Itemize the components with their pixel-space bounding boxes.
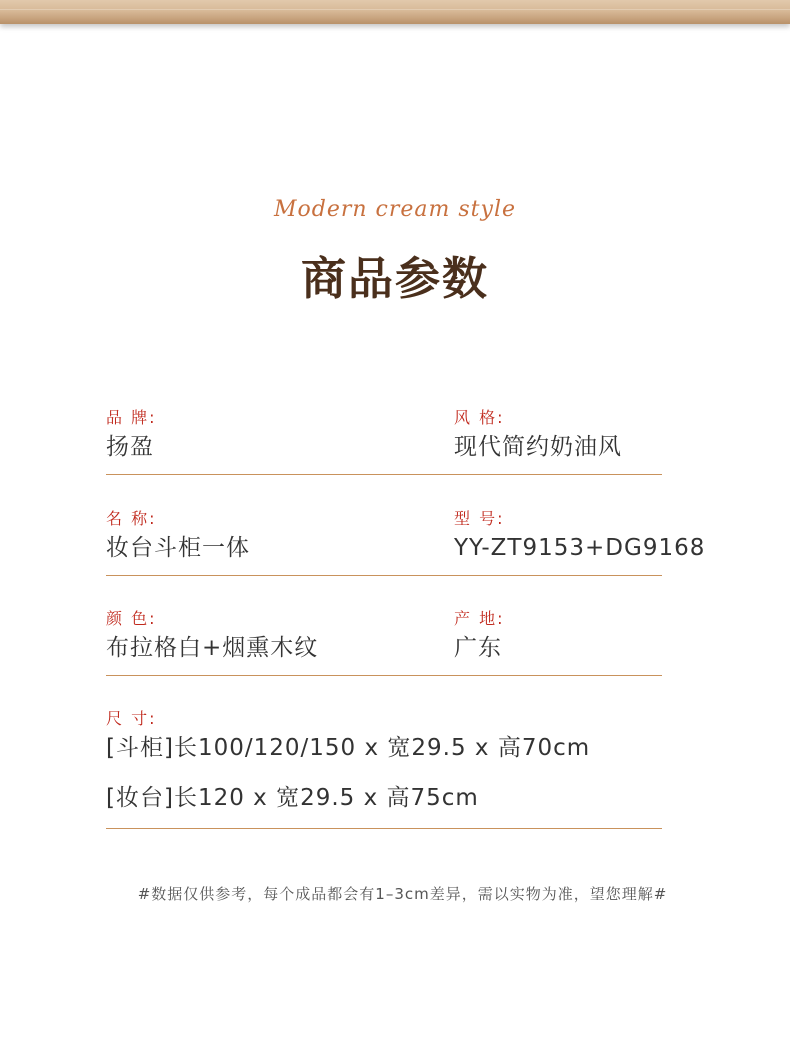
divider-line <box>106 575 662 576</box>
spec-origin-label: 产 地: <box>454 609 505 628</box>
divider-line <box>106 474 662 475</box>
divider-line <box>106 828 662 829</box>
page-subtitle: Modern cream style <box>274 197 516 222</box>
spec-name-value: 妆台斗柜一体 <box>106 535 250 561</box>
spec-size-label: 尺 寸: <box>106 709 157 728</box>
spec-brand-value: 扬盈 <box>106 434 154 460</box>
spec-style-value: 现代简约奶油风 <box>454 434 622 460</box>
spec-model-label: 型 号: <box>454 509 505 528</box>
spec-color-value: 布拉格白+烟熏木纹 <box>106 635 319 661</box>
spec-color <box>106 609 318 663</box>
spec-size-line-dresser: [妆台]长120 x 宽29.5 x 高75cm <box>106 785 479 811</box>
spec-size-line-cabinet: [斗柜]长100/120/150 x 宽29.5 x 高70cm <box>106 735 591 761</box>
spec-style <box>454 408 622 462</box>
page-title: 商品参数 <box>300 252 489 305</box>
spec-model <box>454 509 705 563</box>
wood-grain-line <box>0 9 790 10</box>
spec-origin-value: 广东 <box>454 635 502 661</box>
wood-shelf-decoration <box>0 0 790 24</box>
spec-color-label: 颜 色: <box>106 609 157 628</box>
spec-brand-label: 品 牌: <box>106 408 157 427</box>
spec-style-label: 风 格: <box>454 408 505 427</box>
spec-name <box>106 509 250 563</box>
footer-disclaimer: #数据仅供参考，每个成品都会有1–3cm差异，需以实物为准，望您理解# <box>137 885 668 903</box>
spec-model-value: YY-ZT9153+DG9168 <box>454 535 706 561</box>
divider-line <box>106 675 662 676</box>
spec-name-label: 名 称: <box>106 509 157 528</box>
spec-size <box>106 709 590 813</box>
spec-origin <box>454 609 504 663</box>
spec-brand <box>106 408 156 462</box>
